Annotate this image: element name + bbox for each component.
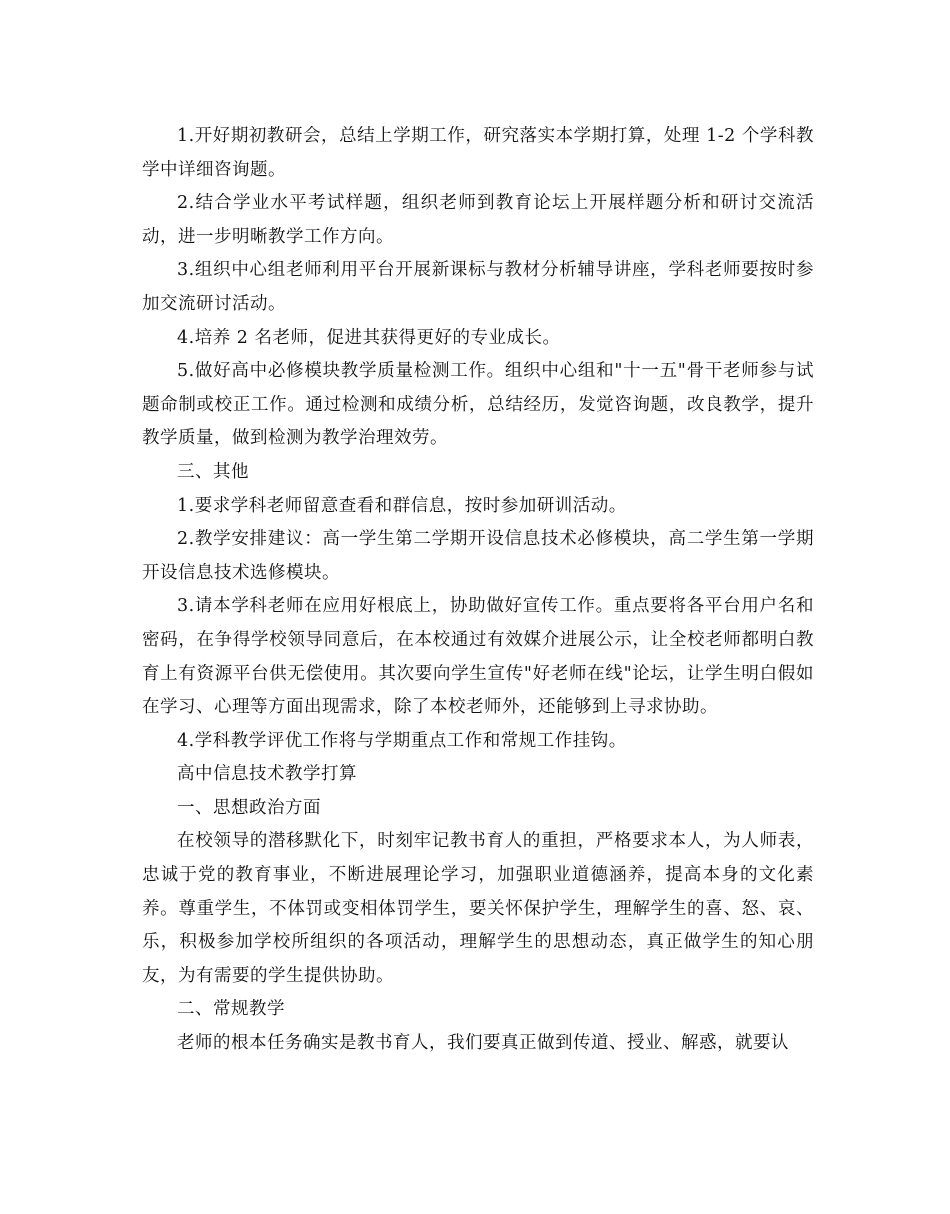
paragraph-8: 3.请本学科老师在应用好根底上，协助做好宣传工作。重点要将各平台用户名和密码，在争得学校领导同意后，在本校通过有效媒介进展公示，让全校老师都明白教育上有资源平台供无偿使用。其次要向学生宣传"好老师在线"论坛，让学生明白假如在学习、心理等方面出现需求，除了本校老师外，还能够到上寻求协助。 [142, 596, 814, 718]
document-title: 高中信息技术教学打算 [177, 764, 357, 785]
paragraph-9: 4.学科教学评优工作将与学期重点工作和常规工作挂钩。 [177, 730, 627, 751]
section-heading-other: 三、其他 [177, 461, 249, 482]
paragraph-7: 2.教学安排建议：高一学生第二学期开设信息技术必修模块，高二学生第一学期开设信息技术选修模块。 [142, 529, 814, 583]
paragraph-1: 1.开好期初教研会，总结上学期工作，研究落实本学期打算，处理 1-2 个学科教学中详细咨询题。 [142, 126, 814, 180]
paragraph-6: 1.要求学科老师留意查看和群信息，按时参加研训活动。 [177, 495, 627, 516]
section-heading-political: 一、思想政治方面 [177, 797, 321, 818]
section-heading-routine: 二、常规教学 [177, 999, 285, 1020]
paragraph-4: 4.培养 2 名老师，促进其获得更好的专业成长。 [177, 327, 561, 348]
document-body [142, 120, 814, 1061]
paragraph-3: 3.组织中心组老师利用平台开展新课标与教材分析辅导讲座，学科老师要按时参加交流研讨活动。 [142, 260, 814, 314]
paragraph-5: 5.做好高中必修模块教学质量检测工作。组织中心组和"十一五"骨干老师参与试题命制或校正工作。通过检测和成绩分析，总结经历，发觉咨询题，改良教学，提升教学质量，做到检测为教学治理效劳。 [142, 361, 814, 449]
paragraph-2: 2.结合学业水平考试样题，组织老师到教育论坛上开展样题分析和研讨交流活动，进一步明晰教学工作方向。 [142, 193, 814, 247]
paragraph-10: 在校领导的潜移默化下，时刻牢记教书育人的重担，严格要求本人，为人师表，忠诚于党的教育事业，不断进展理论学习，加强职业道德涵养，提高本身的文化素养。尊重学生，不体罚或变相体罚学生，要关怀保护学生，理解学生的喜、怒、哀、乐，积极参加学校所组织的各项活动，理解学生的思想动态，真正做学生的知心朋友，为有需要的学生提供协助。 [142, 831, 814, 986]
paragraph-11: 老师的根本任务确实是教书育人，我们要真正做到传道、授业、解惑，就要认 [177, 1033, 789, 1054]
